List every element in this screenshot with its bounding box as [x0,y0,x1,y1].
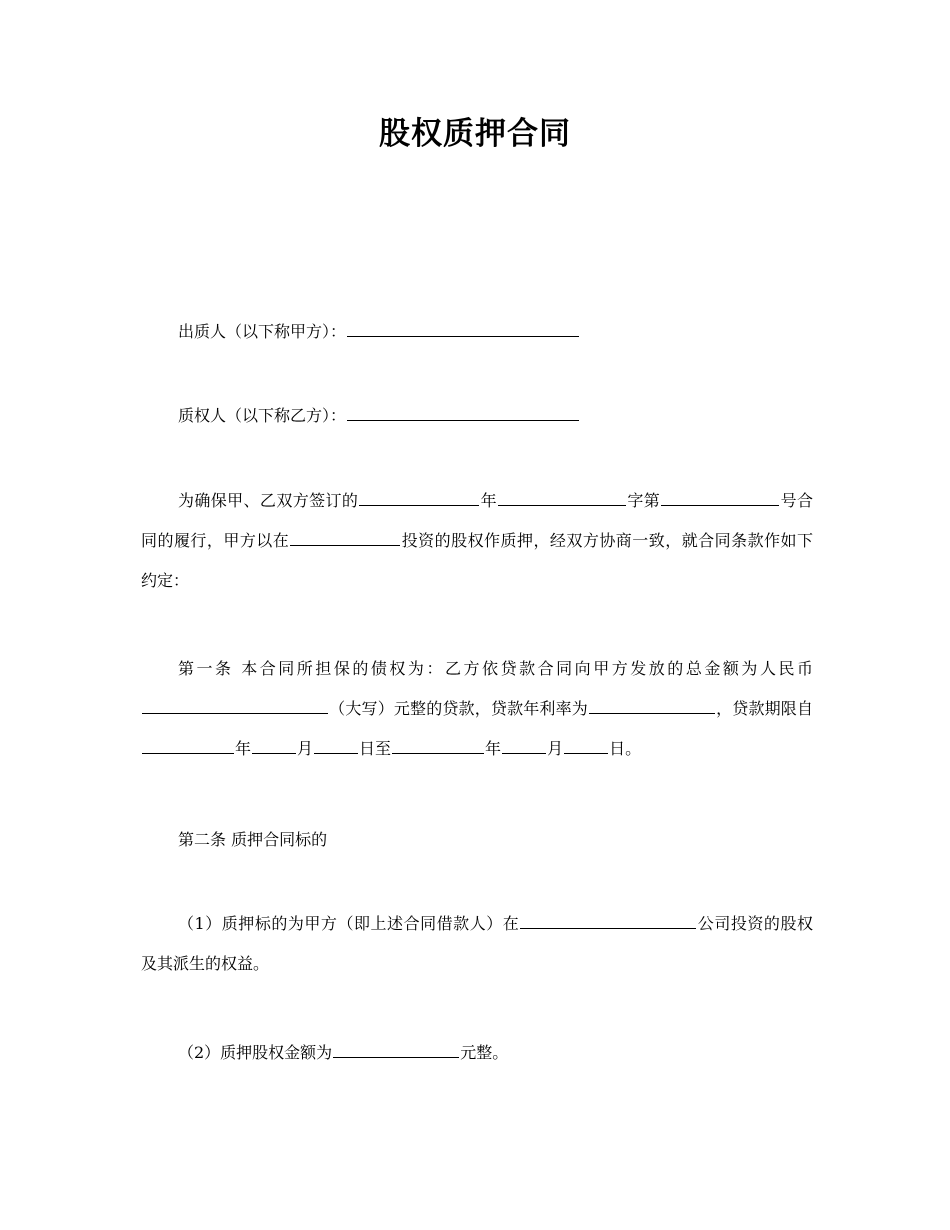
pledged-amount-blank[interactable] [333,1042,459,1058]
interest-rate-blank[interactable] [589,698,715,714]
article-1-year-2: 年 [485,739,502,758]
document-title: 股权质押合同 [379,116,571,152]
article-2-heading: 第二条 质押合同标的 [178,830,328,849]
article-1-year-1: 年 [235,739,252,758]
article-1-text-3: ，贷款期限自 [715,699,813,718]
article-1-text-1: 第一条 本合同所担保的债权为：乙方依贷款合同向甲方发放的总金额为人民币 [178,659,813,678]
company-name-blank[interactable] [520,913,696,929]
start-year-blank[interactable] [142,738,234,754]
end-day-blank[interactable] [564,738,608,754]
contract-year-blank[interactable] [359,490,479,506]
preamble-text-2: 年 [480,491,498,510]
item-2-text-2: 元整。 [460,1043,509,1062]
preamble-text-4: 号合同的履行，甲方以在 [141,491,813,550]
invested-entity-blank[interactable] [290,530,400,546]
preamble-text-5: 投资的股权作质押，经双方协商一致，就合同条款作如下约定： [141,531,813,590]
article-2-item-2 [141,1033,813,1073]
item-1-text-1: （1）质押标的为甲方（即上述合同借款人）在 [178,914,520,933]
article-1-month-1: 月 [297,739,314,758]
article-1-text-2: （大写）元整的贷款，贷款年利率为 [329,699,588,718]
preamble-text-3: 字第 [627,491,661,510]
contract-number-blank[interactable] [661,490,779,506]
item-1-text-2: 公司投资的股权及其派生的权益。 [141,914,813,973]
article-1-day-to: 日至 [359,739,392,758]
pledgee-label: 质权人（以下称乙方）： [178,406,347,425]
loan-amount-blank[interactable] [142,698,328,714]
contract-word-blank[interactable] [498,490,626,506]
start-day-blank[interactable] [314,738,358,754]
pledgor-label: 出质人（以下称甲方）： [178,322,347,341]
article-1-paragraph [141,649,813,769]
end-year-blank[interactable] [392,738,484,754]
end-month-blank[interactable] [502,738,546,754]
article-1-month-2: 月 [547,739,564,758]
pledgor-blank[interactable] [347,321,579,337]
article-2-item-1 [141,904,813,984]
pledgee-line [141,396,813,436]
start-month-blank[interactable] [252,738,296,754]
pledgor-line [141,312,813,352]
item-2-text-1: （2）质押股权金额为 [178,1043,333,1062]
article-1-day-end: 日。 [609,739,642,758]
preamble-paragraph [141,481,813,601]
preamble-text-1: 为确保甲、乙双方签订的 [178,491,359,510]
pledgee-blank[interactable] [347,405,579,421]
